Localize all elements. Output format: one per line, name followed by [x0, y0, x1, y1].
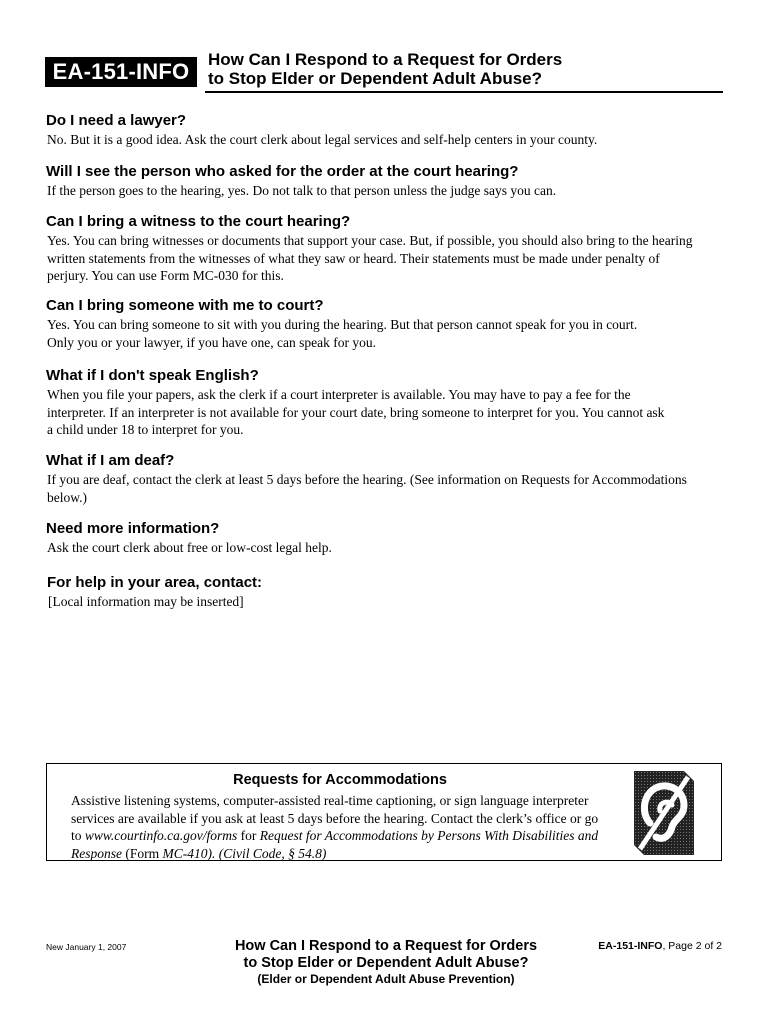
text-fragment: (Form [122, 845, 163, 861]
section-question: Can I bring a witness to the court hearing? [46, 213, 351, 230]
section-question: Do I need a lawyer? [46, 112, 187, 129]
accommodations-line [71, 827, 631, 845]
page-title-line-1: How Can I Respond to a Request for Orders [208, 50, 563, 69]
header-divider [205, 91, 723, 93]
accommodations-title: Requests for Accommodations [233, 772, 447, 788]
answer-line: If the person goes to the hearing, yes. Do not talk to that person unless the judge says you can. [47, 183, 557, 198]
page-number [560, 940, 722, 952]
civil-code-reference: ). (Civil Code, § 54.8) [207, 845, 327, 861]
section-lawyer [46, 112, 721, 149]
courtinfo-link[interactable]: www.courtinfo.ca.gov/forms [84, 828, 238, 843]
answer-line: Only you or your lawyer, if you have one, can speak for you. [47, 334, 376, 350]
answer-line: [Local information may be inserted] [48, 594, 244, 609]
answer-line: Ask the court clerk about free or low-cost legal help. [47, 540, 332, 555]
accommodations-line: services are available if you ask at least 5 days before the hearing. Contact the clerk’s office or go [71, 810, 599, 826]
answer-line: written statements from the witnesses of what they saw or heard. Their statements must be made under penalty of [47, 250, 660, 266]
answer-line: interpreter. If an interpreter is not available for your court date, bring someone to interpret for you. You cannot ask [47, 404, 665, 420]
hearing-assistance-icon [634, 771, 694, 855]
section-question: Can I bring someone with me to court? [46, 297, 324, 314]
page-title [208, 50, 728, 88]
answer-line: below.) [47, 489, 87, 505]
section-question: What if I don't speak English? [46, 367, 259, 384]
answer-line: If you are deaf, contact the clerk at least 5 days before the hearing. (See information on Requests for Accommodations [47, 472, 687, 487]
text-fragment: to [71, 828, 85, 843]
section-local-help [47, 574, 722, 611]
accommodations-line [71, 845, 631, 863]
section-english [46, 367, 721, 439]
section-question: Need more information? [46, 520, 220, 537]
form-id-badge: EA-151-INFO [45, 57, 197, 87]
answer-line: perjury. You can use Form MC-030 for this. [47, 268, 284, 283]
answer-line: Yes. You can bring someone to sit with you during the hearing. But that person cannot speak for you in court. [47, 317, 638, 332]
section-answer [47, 131, 721, 149]
section-question: For help in your area, contact: [47, 574, 263, 591]
accommodations-title-wrap [47, 772, 723, 788]
footer-form-id: EA-151-INFO [598, 940, 663, 952]
accommodations-box [46, 763, 722, 861]
accommodations-line: Assistive listening systems, computer-assisted real-time captioning, or sign language interpreter [71, 793, 589, 808]
section-witness [46, 213, 721, 285]
page-count: , Page 2 of 2 [662, 940, 722, 952]
page-title-line-2: to Stop Elder or Dependent Adult Abuse? [208, 69, 543, 88]
section-answer [47, 232, 721, 285]
section-question: Will I see the person who asked for the order at the court hearing? [46, 163, 519, 180]
answer-line: a child under 18 to interpret for you. [47, 422, 244, 437]
footer-subtitle: (Elder or Dependent Adult Abuse Prevention) [257, 972, 515, 986]
answer-line: When you file your papers, ask the clerk if a court interpreter is available. You may have to pay a fee for the [47, 387, 631, 402]
footer-title-line-2: to Stop Elder or Dependent Adult Abuse? [243, 955, 529, 971]
section-more-info [46, 520, 721, 557]
section-bring-someone [46, 297, 721, 351]
footer-title-line-1: How Can I Respond to a Request for Orders [234, 938, 538, 954]
revision-date: New January 1, 2007 [46, 942, 127, 952]
section-answer [47, 386, 721, 439]
answer-line: No. But it is a good idea. Ask the court clerk about legal services and self-help centers in your county. [47, 132, 598, 147]
section-see-person [46, 163, 721, 200]
section-answer [47, 182, 721, 200]
form-id-reference: MC-410 [162, 845, 208, 861]
text-fragment: for [237, 828, 260, 843]
section-answer [48, 593, 722, 611]
accommodations-text [71, 792, 631, 862]
section-answer [47, 471, 721, 506]
form-title-reference: Response [71, 845, 122, 861]
form-title-reference: Request for Accommodations by Persons With Disabilities and [259, 828, 599, 843]
section-deaf [46, 452, 721, 506]
section-answer [47, 316, 721, 351]
answer-line: Yes. You can bring witnesses or documents that support your case. But, if possible, you should also bring to the hearing [47, 233, 693, 248]
section-answer [47, 539, 721, 557]
footer-title [196, 938, 576, 972]
section-question: What if I am deaf? [46, 452, 175, 469]
